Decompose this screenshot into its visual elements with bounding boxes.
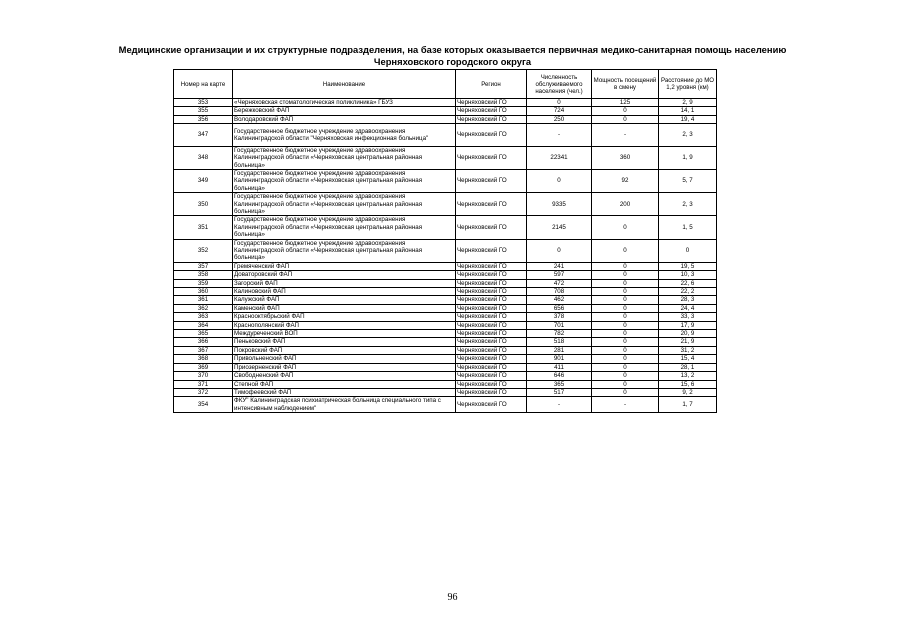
cell-region: Черняховский ГО [456, 380, 527, 388]
cell-region: Черняховский ГО [456, 193, 527, 216]
cell-distance: 1, 9 [659, 146, 717, 169]
cell-distance: 21, 9 [659, 338, 717, 346]
cell-name: Загорский ФАП [233, 279, 456, 287]
cell-distance: 15, 6 [659, 380, 717, 388]
cell-capacity: 0 [592, 288, 659, 296]
cell-distance: 31, 2 [659, 346, 717, 354]
cell-map-number: 356 [174, 115, 233, 123]
cell-population: 281 [527, 346, 592, 354]
cell-map-number: 347 [174, 124, 233, 147]
cell-region: Черняховский ГО [456, 372, 527, 380]
cell-distance: 0 [659, 239, 717, 262]
table-row [174, 304, 717, 312]
cell-region: Черняховский ГО [456, 397, 527, 413]
cell-distance: 33, 3 [659, 313, 717, 321]
cell-capacity: 0 [592, 296, 659, 304]
cell-map-number: 363 [174, 313, 233, 321]
cell-distance: 10, 3 [659, 271, 717, 279]
cell-capacity: 0 [592, 388, 659, 396]
table-row [174, 363, 717, 371]
cell-distance: 15, 4 [659, 355, 717, 363]
cell-region: Черняховский ГО [456, 169, 527, 192]
cell-region: Черняховский ГО [456, 124, 527, 147]
cell-region: Черняховский ГО [456, 363, 527, 371]
table-row [174, 146, 717, 169]
cell-population: 365 [527, 380, 592, 388]
header-population: Численность обслуживаемого населения (чел.) [527, 70, 592, 99]
cell-capacity: 0 [592, 304, 659, 312]
table-row [174, 99, 717, 107]
cell-population: 9335 [527, 193, 592, 216]
header-name: Наименование [233, 70, 456, 99]
cell-name: Междуреченский ВОП [233, 330, 456, 338]
cell-population: 782 [527, 330, 592, 338]
cell-region: Черняховский ГО [456, 296, 527, 304]
cell-region: Черняховский ГО [456, 115, 527, 123]
table-row [174, 193, 717, 216]
table-row [174, 169, 717, 192]
cell-name: Краснополянский ФАП [233, 321, 456, 329]
cell-name: Государственное бюджетное учреждение здравоохранения Калининградской области «Черняховская центральная районная больница» [233, 216, 456, 239]
cell-region: Черняховский ГО [456, 146, 527, 169]
cell-region: Черняховский ГО [456, 288, 527, 296]
cell-name: Государственное бюджетное учреждение здравоохранения Калининградской области «Черняховская центральная районная больница» [233, 146, 456, 169]
header-map-number: Номер на карте [174, 70, 233, 99]
cell-name: ФКУ" Калининградская психиатрическая больница специального типа с интенсивным наблюдением" [233, 397, 456, 413]
cell-map-number: 351 [174, 216, 233, 239]
cell-population: 597 [527, 271, 592, 279]
cell-name: Тимофеевский ФАП [233, 388, 456, 396]
table-body [174, 99, 717, 413]
table-row [174, 279, 717, 287]
document-title [40, 44, 865, 67]
table-row [174, 124, 717, 147]
cell-map-number: 359 [174, 279, 233, 287]
cell-map-number: 369 [174, 363, 233, 371]
cell-map-number: 368 [174, 355, 233, 363]
cell-map-number: 358 [174, 271, 233, 279]
table-row [174, 296, 717, 304]
cell-distance: 28, 3 [659, 296, 717, 304]
cell-population: - [527, 124, 592, 147]
cell-population: 517 [527, 388, 592, 396]
cell-name: Пеньковский ФАП [233, 338, 456, 346]
cell-name: Калужский ФАП [233, 296, 456, 304]
cell-capacity: 200 [592, 193, 659, 216]
cell-distance: 9, 2 [659, 388, 717, 396]
cell-region: Черняховский ГО [456, 239, 527, 262]
cell-population: 656 [527, 304, 592, 312]
cell-population: 250 [527, 115, 592, 123]
cell-population: 0 [527, 169, 592, 192]
cell-capacity: 0 [592, 216, 659, 239]
table-row [174, 262, 717, 270]
cell-name: Государственное бюджетное учреждение здравоохранения Калининградской области «Черняховская центральная районная больница» [233, 193, 456, 216]
header-capacity: Мощность посещений в смену [592, 70, 659, 99]
cell-name: Гремяченский ФАП [233, 262, 456, 270]
table-row [174, 107, 717, 115]
cell-region: Черняховский ГО [456, 313, 527, 321]
cell-map-number: 371 [174, 380, 233, 388]
cell-name: Володаровский ФАП [233, 115, 456, 123]
cell-name: Степной ФАП [233, 380, 456, 388]
cell-population: 2145 [527, 216, 592, 239]
cell-name: Каменский ФАП [233, 304, 456, 312]
cell-map-number: 353 [174, 99, 233, 107]
cell-name: Государственное бюджетное учреждение здравоохранения Калининградской области "Черняховская инфекционная больница" [233, 124, 456, 147]
table-row [174, 397, 717, 413]
cell-capacity: - [592, 397, 659, 413]
cell-map-number: 361 [174, 296, 233, 304]
cell-name: Государственное бюджетное учреждение здравоохранения Калининградской области «Черняховская центральная районная больница» [233, 169, 456, 192]
cell-region: Черняховский ГО [456, 107, 527, 115]
cell-map-number: 357 [174, 262, 233, 270]
cell-map-number: 372 [174, 388, 233, 396]
cell-name: «Черняховская стоматологическая поликлиника» ГБУЗ [233, 99, 456, 107]
table-row [174, 355, 717, 363]
cell-capacity: 0 [592, 107, 659, 115]
cell-population: - [527, 397, 592, 413]
cell-population: 472 [527, 279, 592, 287]
cell-distance: 1, 7 [659, 397, 717, 413]
header-region: Регион [456, 70, 527, 99]
cell-distance: 1, 5 [659, 216, 717, 239]
cell-map-number: 362 [174, 304, 233, 312]
cell-capacity: 0 [592, 313, 659, 321]
table-row [174, 321, 717, 329]
cell-population: 0 [527, 239, 592, 262]
cell-name: Приозерненский ФАП [233, 363, 456, 371]
cell-region: Черняховский ГО [456, 279, 527, 287]
cell-map-number: 370 [174, 372, 233, 380]
cell-population: 708 [527, 288, 592, 296]
cell-map-number: 349 [174, 169, 233, 192]
cell-capacity: 92 [592, 169, 659, 192]
cell-region: Черняховский ГО [456, 216, 527, 239]
cell-distance: 2, 3 [659, 193, 717, 216]
cell-distance: 17, 9 [659, 321, 717, 329]
cell-region: Черняховский ГО [456, 271, 527, 279]
cell-map-number: 367 [174, 346, 233, 354]
cell-name: Краснооктябрьский ФАП [233, 313, 456, 321]
cell-distance: 2, 3 [659, 124, 717, 147]
cell-name: Бережковский ФАП [233, 107, 456, 115]
cell-capacity: 0 [592, 321, 659, 329]
cell-capacity: 360 [592, 146, 659, 169]
cell-capacity: 0 [592, 363, 659, 371]
cell-map-number: 354 [174, 397, 233, 413]
cell-capacity: 0 [592, 239, 659, 262]
cell-population: 22341 [527, 146, 592, 169]
cell-map-number: 352 [174, 239, 233, 262]
page-number: 96 [447, 592, 458, 603]
cell-distance: 13, 2 [659, 372, 717, 380]
cell-population: 378 [527, 313, 592, 321]
cell-capacity: 0 [592, 262, 659, 270]
cell-capacity: 0 [592, 380, 659, 388]
cell-capacity: 0 [592, 115, 659, 123]
table-row [174, 372, 717, 380]
table-row [174, 346, 717, 354]
cell-distance: 22, 6 [659, 279, 717, 287]
cell-region: Черняховский ГО [456, 99, 527, 107]
table-row [174, 313, 717, 321]
cell-map-number: 364 [174, 321, 233, 329]
cell-population: 646 [527, 372, 592, 380]
cell-capacity: 125 [592, 99, 659, 107]
cell-capacity: 0 [592, 271, 659, 279]
cell-region: Черняховский ГО [456, 330, 527, 338]
cell-population: 462 [527, 296, 592, 304]
cell-region: Черняховский ГО [456, 262, 527, 270]
table-row [174, 330, 717, 338]
table-header-row [174, 70, 717, 99]
cell-capacity: 0 [592, 279, 659, 287]
cell-population: 411 [527, 363, 592, 371]
table-row [174, 271, 717, 279]
cell-map-number: 366 [174, 338, 233, 346]
cell-population: 901 [527, 355, 592, 363]
cell-map-number: 365 [174, 330, 233, 338]
cell-name: Покровский ФАП [233, 346, 456, 354]
cell-map-number: 350 [174, 193, 233, 216]
cell-capacity: 0 [592, 330, 659, 338]
cell-distance: 2, 9 [659, 99, 717, 107]
cell-name: Свободненский ФАП [233, 372, 456, 380]
cell-region: Черняховский ГО [456, 355, 527, 363]
title-line-1: Медицинские организации и их структурные подразделения, на базе которых оказывается первичная медико-санитарная помощь населению [118, 44, 787, 55]
cell-region: Черняховский ГО [456, 338, 527, 346]
table-row [174, 216, 717, 239]
cell-region: Черняховский ГО [456, 304, 527, 312]
cell-distance: 14, 1 [659, 107, 717, 115]
cell-capacity: 0 [592, 346, 659, 354]
cell-name: Государственное бюджетное учреждение здравоохранения Калининградской области «Черняховская центральная районная больница» [233, 239, 456, 262]
cell-name: Калиновский ФАП [233, 288, 456, 296]
cell-distance: 5, 7 [659, 169, 717, 192]
cell-capacity: - [592, 124, 659, 147]
cell-capacity: 0 [592, 355, 659, 363]
cell-population: 724 [527, 107, 592, 115]
cell-population: 701 [527, 321, 592, 329]
table-row [174, 115, 717, 123]
cell-name: Доватоpовский ФАП [233, 271, 456, 279]
cell-distance: 22, 2 [659, 288, 717, 296]
title-line-2: Черняховского городского округа [373, 55, 532, 67]
cell-capacity: 0 [592, 338, 659, 346]
cell-region: Черняховский ГО [456, 321, 527, 329]
cell-population: 0 [527, 99, 592, 107]
table-row [174, 388, 717, 396]
table-row [174, 239, 717, 262]
cell-population: 518 [527, 338, 592, 346]
cell-distance: 19, 4 [659, 115, 717, 123]
cell-region: Черняховский ГО [456, 388, 527, 396]
cell-map-number: 360 [174, 288, 233, 296]
cell-distance: 24, 4 [659, 304, 717, 312]
header-distance: Расстояние до МО 1,2 уровня (км) [659, 70, 717, 99]
cell-region: Черняховский ГО [456, 346, 527, 354]
cell-map-number: 355 [174, 107, 233, 115]
table-row [174, 380, 717, 388]
table-row [174, 338, 717, 346]
cell-distance: 28, 1 [659, 363, 717, 371]
cell-distance: 20, 9 [659, 330, 717, 338]
table-row [174, 288, 717, 296]
cell-population: 241 [527, 262, 592, 270]
cell-name: Привольненский ФАП [233, 355, 456, 363]
cell-map-number: 348 [174, 146, 233, 169]
cell-capacity: 0 [592, 372, 659, 380]
cell-distance: 19, 5 [659, 262, 717, 270]
facilities-table [173, 69, 717, 413]
